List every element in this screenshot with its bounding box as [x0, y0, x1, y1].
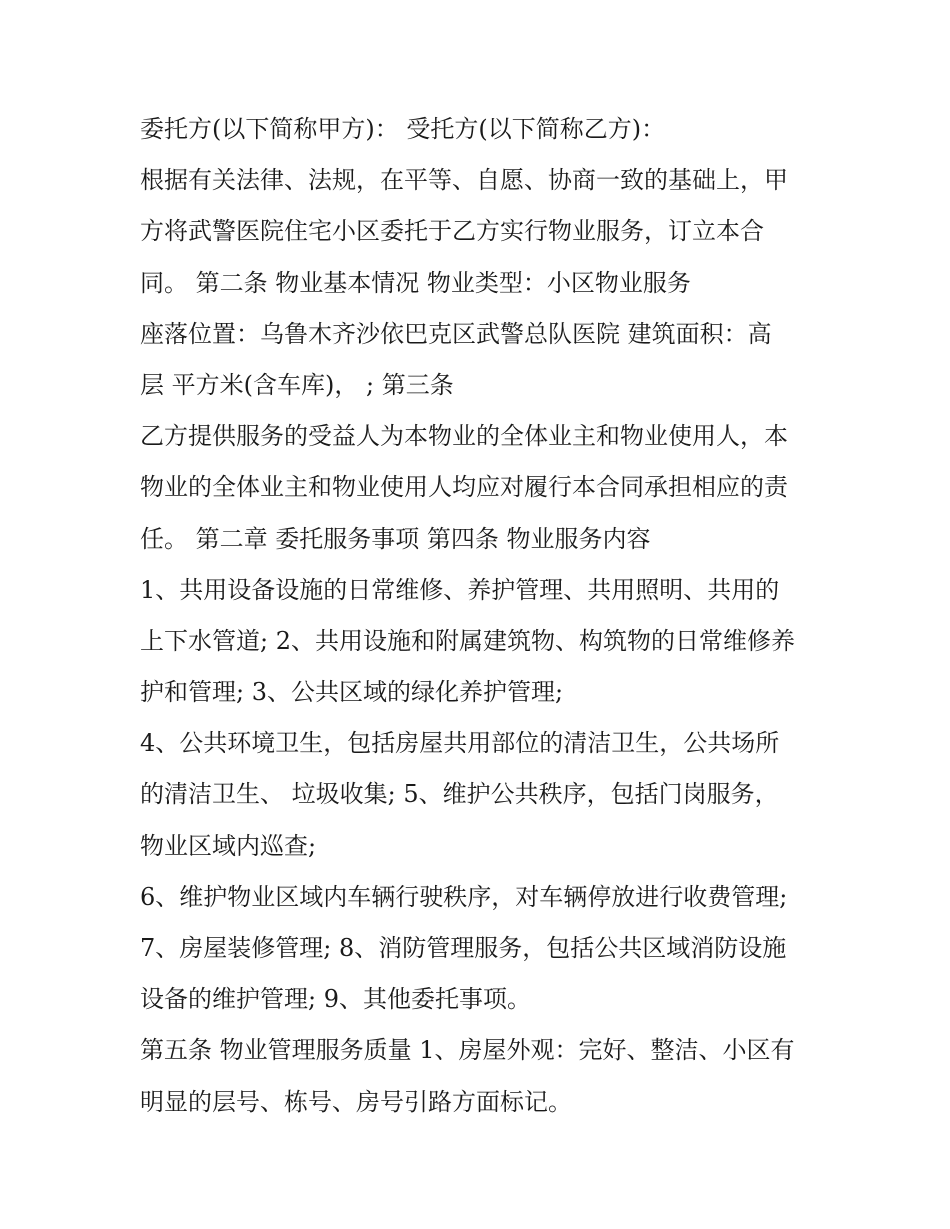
text-line: 设备的维护管理; 9、其他委托事项。	[140, 985, 531, 1014]
text-line: 6、维护物业区域内车辆行驶秩序，对车辆停放进行收费管理;	[140, 882, 788, 911]
text-line: 明显的层号、栋号、房号引路方面标记。	[140, 1087, 572, 1116]
text-line: 委托方(以下简称甲方)： 受托方(以下简称乙方)：	[140, 115, 666, 143]
text-line: 物业区域内巡查;	[140, 831, 317, 860]
text-line: 第五条 物业管理服务质量 1、房屋外观：完好、整洁、小区有	[140, 1036, 795, 1065]
text-line: 7、房屋装修管理; 8、消防管理服务，包括公共区域消防设施	[140, 934, 787, 962]
text-line: 任。 第二章 委托服务事项 第四条 物业服务内容	[140, 524, 651, 553]
text-line: 1、共用设备设施的日常维修、养护管理、共用照明、共用的	[140, 575, 780, 604]
text-line: 乙方提供服务的受益人为本物业的全体业主和物业使用人，本	[140, 422, 788, 451]
document-body	[140, 104, 830, 1128]
text-line: 同。 第二条 物业基本情况 物业类型：小区物业服务	[140, 268, 691, 297]
text-line: 护和管理; 3、公共区域的绿化养护管理;	[140, 678, 564, 707]
text-line: 层 平方米(含车库)， ; 第三条	[140, 370, 454, 399]
text-line: 根据有关法律、法规，在平等、自愿、协商一致的基础上，甲	[140, 166, 788, 195]
text-line: 座落位置：乌鲁木齐沙依巴克区武警总队医院 建筑面积：高	[140, 319, 772, 348]
text-line: 的清洁卫生、 垃圾收集; 5、维护公共秩序，包括门岗服务，	[140, 780, 779, 809]
text-line: 物业的全体业主和物业使用人均应对履行本合同承担相应的责	[140, 473, 788, 502]
text-line: 方将武警医院住宅小区委托于乙方实行物业服务，订立本合	[140, 217, 764, 246]
text-line: 上下水管道; 2、共用设施和附属建筑物、构筑物的日常维修养	[140, 626, 795, 655]
text-line: 4、公共环境卫生，包括房屋共用部位的清洁卫生，公共场所	[140, 729, 780, 758]
